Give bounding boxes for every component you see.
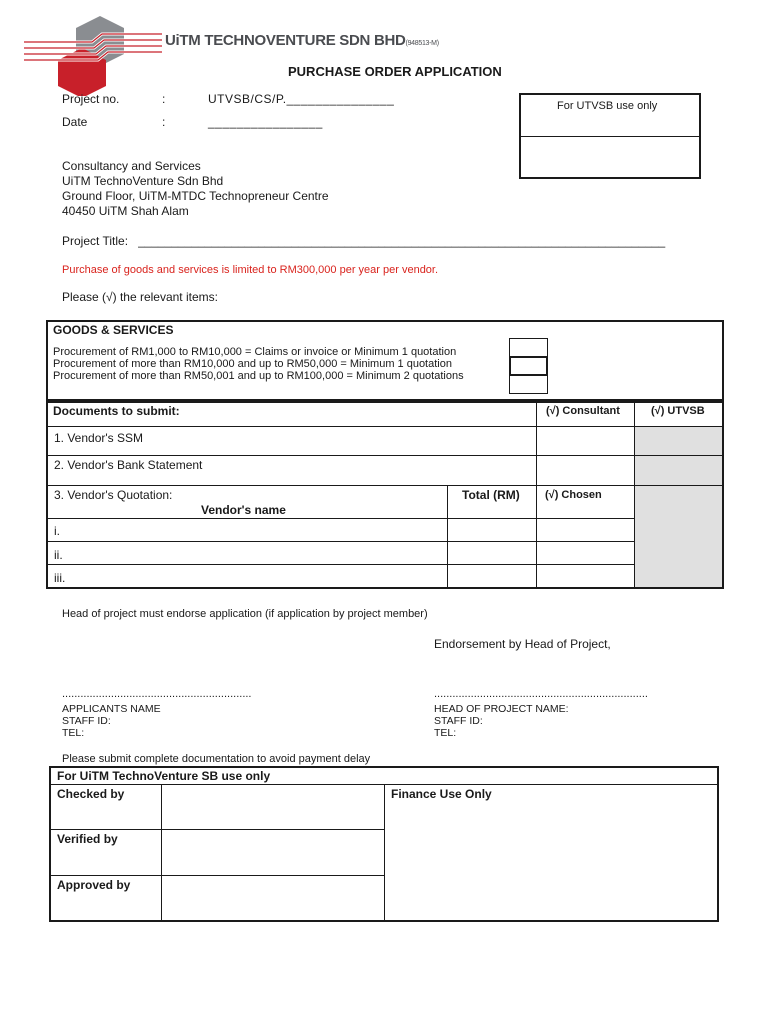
- project-no-label: Project no.: [62, 92, 120, 106]
- finance-use-label: Finance Use Only: [391, 787, 492, 801]
- doc-item-bank-statement: 2. Vendor's Bank Statement: [54, 458, 203, 472]
- row-line: [48, 518, 634, 519]
- bank-consultant-check[interactable]: [537, 456, 633, 485]
- company-name-text: UiTM TECHNOVENTURE SDN BHD: [165, 32, 406, 49]
- address-line: UiTM TechnoVenture Sdn Bhd: [62, 174, 224, 188]
- goods-checkbox-2[interactable]: [509, 356, 548, 376]
- utvsb-box-field[interactable]: [522, 138, 698, 177]
- vendor-name-field[interactable]: [70, 543, 445, 563]
- vendor-row-label: i.: [54, 524, 60, 538]
- vendor-name-field[interactable]: [70, 520, 445, 540]
- checked-by-field[interactable]: [163, 786, 383, 828]
- technoventure-logo-icon: [22, 14, 172, 96]
- goods-rule: Procurement of RM1,000 to RM10,000 = Claims or invoice or Minimum 1 quotation: [53, 346, 457, 358]
- utvsb-col-header: (√) UTVSB: [651, 405, 705, 417]
- address-line: 40450 UiTM Shah Alam: [62, 204, 189, 218]
- company-reg-no: (948513-M): [405, 40, 439, 47]
- verified-by-label: Verified by: [57, 832, 118, 846]
- applicant-info: [62, 703, 161, 739]
- row-line: [48, 564, 634, 565]
- company-logo: [22, 14, 172, 96]
- applicant-signature-line[interactable]: ..............................................................: [62, 688, 252, 700]
- goods-services-header: GOODS & SERVICES: [53, 323, 174, 337]
- submit-note: Please submit complete documentation to avoid payment delay: [62, 753, 371, 765]
- col-line: [634, 402, 635, 588]
- approved-by-label: Approved by: [57, 878, 131, 892]
- applicant-tel-label: TEL:: [62, 727, 85, 739]
- doc-item-ssm: 1. Vendor's SSM: [54, 431, 144, 445]
- goods-checkbox-3[interactable]: [509, 375, 548, 394]
- office-row-line: [51, 875, 384, 876]
- endorse-note: Head of project must endorse application (if application by project member): [62, 608, 428, 620]
- vendor-row-label: iii.: [54, 571, 66, 585]
- vendor-name-header: Vendor's name: [201, 503, 286, 517]
- goods-checkbox-1[interactable]: [509, 338, 548, 357]
- endorsement-heading: Endorsement by Head of Project,: [434, 637, 611, 651]
- total-header: Total (RM): [462, 488, 520, 502]
- row-line: [48, 541, 634, 542]
- hop-info: [434, 703, 569, 739]
- vendor-name-field[interactable]: [70, 566, 445, 586]
- project-title-field[interactable]: _______________________________________________________________________________: [138, 234, 666, 248]
- goods-rules: [53, 346, 464, 382]
- date-field[interactable]: ________________: [208, 115, 323, 129]
- verified-by-field[interactable]: [163, 831, 383, 874]
- doc-item-quotation: 3. Vendor's Quotation:: [54, 488, 173, 502]
- finance-use-field[interactable]: [386, 803, 717, 920]
- address-block: [62, 159, 329, 219]
- applicant-staff-label: STAFF ID:: [62, 715, 111, 727]
- office-col-line: [161, 785, 162, 920]
- row-line: [48, 485, 722, 486]
- project-no-field[interactable]: UTVSB/CS/P._______________: [208, 92, 395, 106]
- hop-tel-label: TEL:: [434, 727, 457, 739]
- office-row-line: [51, 829, 384, 830]
- purchase-limit-notice: Purchase of goods and services is limited to RM300,000 per year per vendor.: [62, 264, 439, 276]
- office-use-header: For UiTM TechnoVenture SB use only: [57, 769, 271, 783]
- address-line: Ground Floor, UiTM-MTDC Technopreneur Centre: [62, 189, 329, 203]
- date-label: Date: [62, 115, 88, 129]
- ssm-consultant-check[interactable]: [537, 427, 633, 455]
- documents-header: Documents to submit:: [53, 404, 180, 418]
- instruction-text: Please (√) the relevant items:: [62, 290, 218, 304]
- hop-signature-line[interactable]: ......................................................................: [434, 688, 648, 700]
- consultant-col-header: (√) Consultant: [546, 405, 620, 417]
- utvsb-box-divider: [521, 136, 699, 137]
- project-title-label: Project Title:: [62, 234, 129, 248]
- utvsb-shaded-column: [635, 427, 722, 587]
- goods-rule: Procurement of more than RM10,000 and up to RM50,000 = Minimum 1 quotation: [53, 358, 452, 370]
- form-title: PURCHASE ORDER APPLICATION: [288, 64, 502, 79]
- office-col-line: [384, 785, 385, 920]
- date-colon: :: [162, 115, 166, 129]
- chosen-header: (√) Chosen: [545, 489, 602, 501]
- hop-name-label: HEAD OF PROJECT NAME:: [434, 703, 569, 715]
- project-no-colon: :: [162, 92, 166, 106]
- hop-staff-label: STAFF ID:: [434, 715, 483, 727]
- col-line: [447, 486, 448, 588]
- utvsb-box-label: For UTVSB use only: [557, 100, 658, 112]
- checked-by-label: Checked by: [57, 787, 125, 801]
- approved-by-field[interactable]: [163, 877, 383, 920]
- company-name: [165, 32, 439, 49]
- address-line: Consultancy and Services: [62, 159, 201, 173]
- vendor-row-label: ii.: [54, 548, 63, 562]
- applicant-name-label: APPLICANTS NAME: [62, 703, 161, 715]
- goods-rule: Procurement of more than RM50,001 and up to RM100,000 = Minimum 2 quotations: [53, 370, 464, 382]
